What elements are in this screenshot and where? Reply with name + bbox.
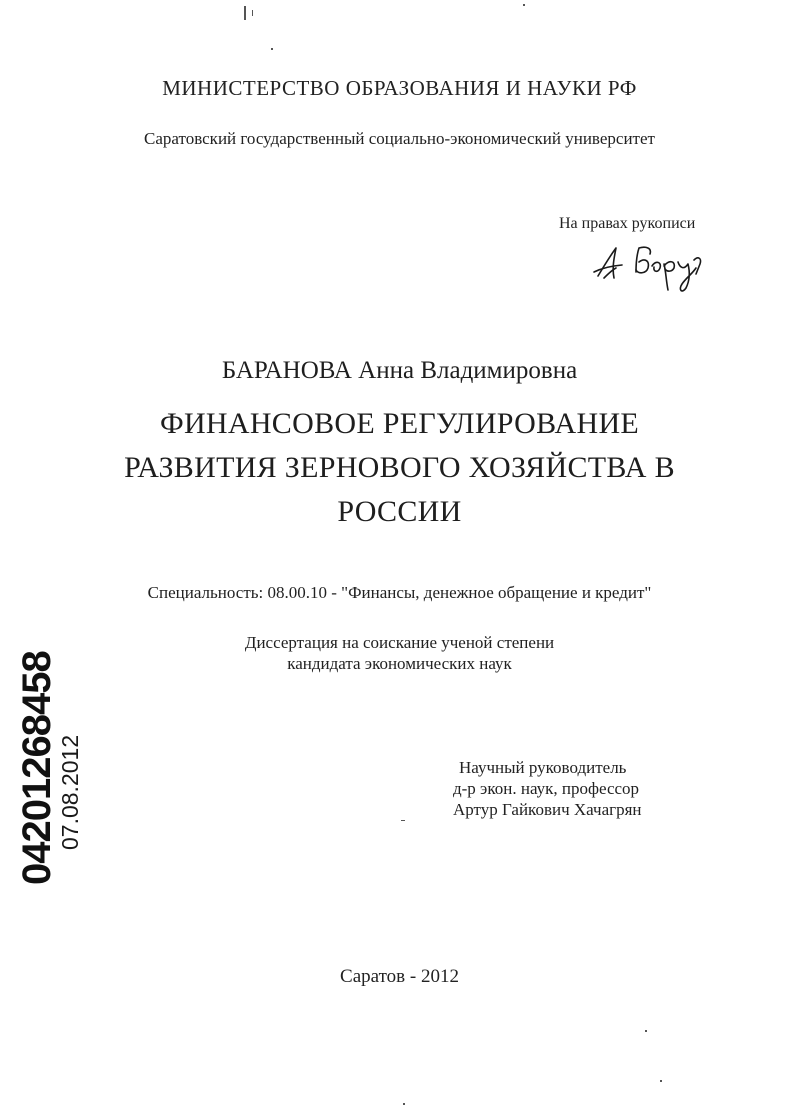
manuscript-note: На правах рукописи (559, 215, 696, 232)
specialty-line: Специальность: 08.00.10 - "Финансы, денежное обращение и кредит" (147, 583, 652, 602)
signature-icon (590, 238, 730, 298)
author-name: БАРАНОВА Анна Владимировна (221, 357, 578, 384)
title-line: ФИНАНСОВОЕ РЕГУЛИРОВАНИЕ (159, 407, 640, 440)
scan-speck (271, 48, 273, 50)
scan-speck (252, 10, 253, 16)
dissertation-title (0, 402, 799, 534)
scan-speck (660, 1080, 662, 1082)
library-stamp-date: 07.08.2012 (57, 734, 83, 850)
degree-statement (0, 632, 799, 674)
scan-speck (645, 1030, 647, 1032)
title-line: РОССИИ (337, 495, 462, 528)
city-year: Саратов - 2012 (340, 966, 459, 987)
degree-line: Диссертация на соискание ученой степени (244, 633, 555, 652)
scan-speck (401, 820, 405, 821)
scan-speck (523, 4, 525, 6)
library-stamp-id: 04201268458 (15, 651, 59, 885)
supervisor-role: Научный руководитель (459, 758, 627, 777)
supervisor-block (453, 757, 642, 820)
supervisor-degree: д-р экон. наук, профессор (453, 779, 640, 798)
ministry-heading: МИНИСТЕРСТВО ОБРАЗОВАНИЯ И НАУКИ РФ (162, 76, 637, 100)
title-line: РАЗВИТИЯ ЗЕРНОВОГО ХОЗЯЙСТВА В (124, 451, 675, 484)
university-name: Саратовский государственный социально-экономический университет (144, 129, 655, 148)
scan-speck (244, 6, 246, 20)
supervisor-name: Артур Гайкович Хачагрян (453, 800, 642, 819)
degree-line: кандидата экономических наук (287, 654, 512, 673)
scan-speck (403, 1103, 405, 1105)
